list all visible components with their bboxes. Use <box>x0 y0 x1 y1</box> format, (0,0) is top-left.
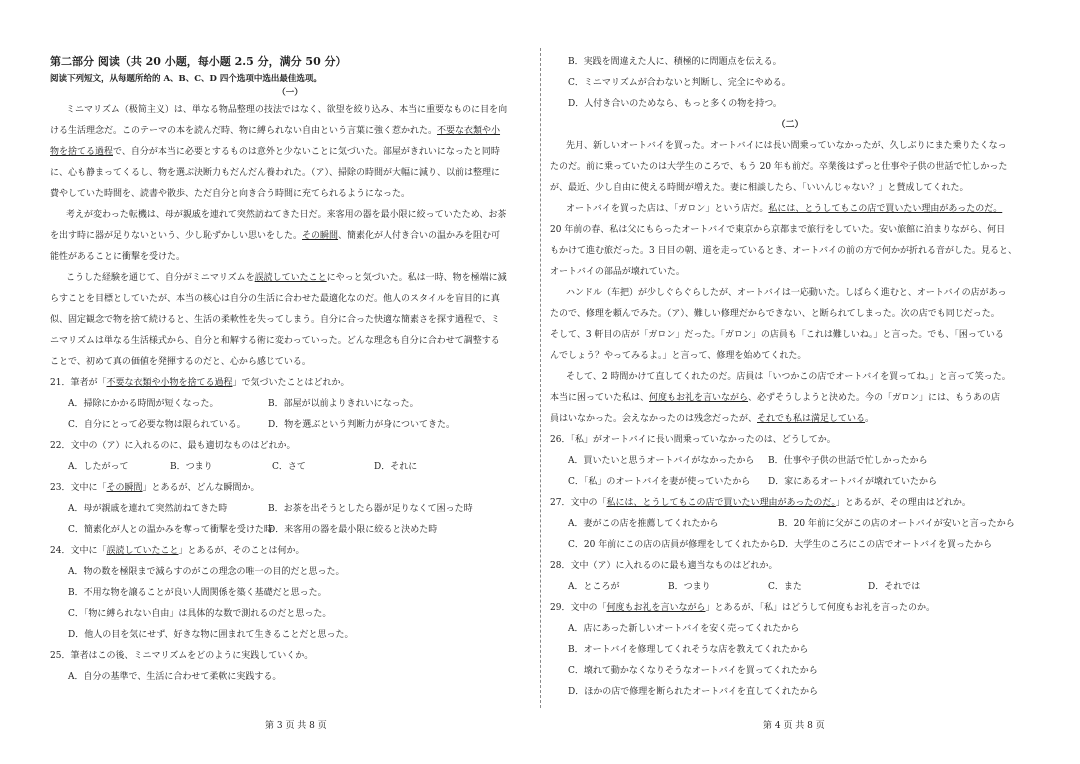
paragraph-line: んでしょう？やってみるよ。」と言って、修理を始めてくれた。 <box>550 351 807 361</box>
column-divider <box>540 48 541 708</box>
option-a[interactable]: A．物の数を極限まで減らすのがこの理念の唯一の目的だと思った。 <box>68 567 345 577</box>
option-d[interactable]: D．来客用の器を最小限に絞ると決めた時 <box>268 525 438 535</box>
option-d[interactable]: D．物を選ぶという判断力が身についてきた。 <box>268 420 456 430</box>
option-c[interactable]: C．「私」のオートバイを妻が使っていたから <box>568 477 751 487</box>
option-d[interactable]: D．家にあるオートバイが壊れていたから <box>768 477 938 487</box>
option-c[interactable]: C．さて <box>272 462 306 472</box>
question-25: 25．筆者はこの後、ミニマリズムをどのように実践していくか。 <box>50 651 314 661</box>
options-row <box>50 520 530 541</box>
option-c[interactable]: C．「物に縛られない自由」は具体的な数で測れるのだと思った。 <box>68 609 332 619</box>
option-c[interactable]: C．ミニマリズムが合わないと判断し、完全にやめる。 <box>568 78 791 88</box>
paragraph-line: ハンドル（车把）が少しぐらぐらしたが、オートバイは一応動いた。しばらく進むと、オートバイの店があっ <box>566 288 1007 298</box>
paragraph-line: ニマリズムは単なる生活様式から、自分と和解する術に変わっていった。どんな理念も自分に合わせて調整する <box>50 336 500 346</box>
option-a[interactable]: A．買いたいと思うオートバイがなかったから <box>568 456 755 466</box>
paragraph-line: 物を捨てる過程で、自分が本当に必要とするものは意外と少ないことに気づいた。部屋がきれいになったと同時 <box>50 147 500 157</box>
right-column <box>550 52 1030 703</box>
option-a[interactable]: A．母が親戚を連れて突然訪ねてきた時 <box>68 504 228 514</box>
page-number-right: 第 4 页 共 8 页 <box>763 721 825 731</box>
question-21: 21．筆者が「不要な衣類や小物を捨てる過程」で気づいたことはどれか。 <box>50 378 350 388</box>
passage-2-heading: （二） <box>776 120 804 130</box>
paragraph-line: こうした経験を通じて、自分がミニマリズムを誤読していたことにやっと気づいた。私は一時、物を極端に減 <box>66 273 507 283</box>
option-b[interactable]: B．仕事や子供の世話で忙しかったから <box>768 456 928 466</box>
paragraph-line: ミニマリズム（极简主义）は、単なる物品整理の技法ではなく、欲望を絞り込み、本当に重要なものに目を向 <box>66 105 508 115</box>
options-row <box>550 472 1030 493</box>
option-c[interactable]: C．また <box>768 582 802 592</box>
paragraph-line: そして、2 時間かけて直してくれたのだ。店員は「いつかこの店でオートバイを買ってね。」と言って笑った。 <box>566 372 1011 382</box>
paragraph-line: ける生活理念だ。このテーマの本を読んだ時、物に縛られない自由という言葉に強く惹かれた。不要な衣類や小 <box>50 126 501 136</box>
left-column <box>50 52 530 688</box>
question-22: 22．文中の（ア）に入れるのに、最も適切なものはどれか。 <box>50 441 296 451</box>
option-a[interactable]: A．ところが <box>568 582 620 592</box>
passage-1-heading: （一） <box>277 88 303 98</box>
option-b[interactable]: B．オートバイを修理してくれそうな店を教えてくれたから <box>568 645 809 655</box>
paragraph-line: ことで、初めて真の価値を発揮するのだと、心から感じている。 <box>50 357 311 367</box>
option-c[interactable]: C．自分にとって必要な物は限られている。 <box>68 420 246 430</box>
paragraph-line: 20 年前の春、私は父にもらったオートバイで東京から京都まで旅行をしていた。安い旅館に泊まりながら、何日 <box>550 225 1006 235</box>
option-d[interactable]: D．人付き合いのためなら、もっと多くの物を持つ。 <box>568 99 782 109</box>
paragraph-line: 考えが変わった転機は、母が親戚を連れて突然訪ねてきた日だ。来客用の器を最小限に絞っていたため、お茶 <box>66 210 507 220</box>
option-a[interactable]: A．自分の基準で、生活に合わせて柔軟に実践する。 <box>68 672 282 682</box>
question-23: 23．文中に「その瞬間」とあるが、どんな瞬間か。 <box>50 483 260 493</box>
option-a[interactable]: A．掃除にかかる時間が短くなった。 <box>68 399 219 409</box>
option-b[interactable]: B．実践を間違えた人に、積極的に問題点を伝える。 <box>568 57 782 67</box>
paragraph-line: に、心も静まってくるし、物を選ぶ決断力もだんだん養われた。（ア）、掃除の時間が大幅に減り、以前は整理に <box>50 168 501 178</box>
options-row <box>550 514 1030 535</box>
option-b[interactable]: B．つまり <box>170 462 213 472</box>
paragraph-line: 似、固定観念で物を捨て続けると、生活の柔軟性を失ってしまう。自分に合った快適な簡素さを探す過程で、ミ <box>50 315 500 325</box>
option-a[interactable]: A．店にあった新しいオートバイを安く売ってくれたから <box>568 624 800 634</box>
option-b[interactable]: B．つまり <box>668 582 711 592</box>
options-row <box>50 415 530 436</box>
options-row <box>50 499 530 520</box>
paragraph-line: 費やしていた時間を、読書や散歩、ただ自分と向き合う時間に充てられるようになった。 <box>50 189 411 199</box>
options-row <box>50 457 530 478</box>
paragraph-line: そして、3 軒目の店が「ガロン」だった。「ガロン」の店員も「これは難しいね。」と言った。でも、「困っている <box>550 330 1004 340</box>
option-c[interactable]: C．20 年前にこの店の店員が修理をしてくれたから <box>568 540 779 550</box>
options-row <box>550 535 1030 556</box>
question-29: 29．文中の「何度もお礼を言いながら」とあるが、「私」はどうして何度もお礼を言ったのか。 <box>550 603 935 613</box>
option-d[interactable]: D．大学生のころにこの店でオートバイを買ったから <box>778 540 993 550</box>
paragraph-line: 員はいなかった。会えなかったのは残念だったが、それでも私は満足している。 <box>550 414 875 424</box>
option-a[interactable]: A．したがって <box>68 462 129 472</box>
paragraph-line: を出す時に器が足りないという、少し恥ずかしい思いをした。その瞬間、簡素化が人付き合いの温かみを阻む可 <box>50 231 501 241</box>
question-28: 28．文中（ア）に入れるのに最も適当なものはどれか。 <box>550 561 778 571</box>
option-c[interactable]: C．簡素化が人との温かみを奪って衝撃を受けた時 <box>68 525 273 535</box>
option-b[interactable]: B．部屋が以前よりきれいになった。 <box>268 399 419 409</box>
options-row <box>550 577 1030 598</box>
option-d[interactable]: D．ほかの店で修理を断られたオートバイを直してくれたから <box>568 687 819 697</box>
option-c[interactable]: C．壊れて動かなくなりそうなオートバイを買ってくれたから <box>568 666 818 676</box>
option-b[interactable]: B．不用な物を譲ることが良い人間関係を築く基礎だと思った。 <box>68 588 327 598</box>
option-d[interactable]: D．それでは <box>868 582 921 592</box>
option-d[interactable]: D．他人の目を気にせず、好きな物に囲まれて生きることだと思った。 <box>68 630 354 640</box>
paragraph-line: もかけて進む旅だった。3 日目の朝、道を走っているとき、オートバイの前の方で何かが折れる音がした。見ると、 <box>550 246 1018 256</box>
paragraph-line: たので、修理を頼んでみた。（ア）、難しい修理だからできない、と断られてしまった。次の店でも同じだった。 <box>550 309 1000 319</box>
paragraph-line: 先月、新しいオートバイを買った。オートバイには長い間乗っていなかったが、久しぶりにまた乗りたくなっ <box>566 141 1007 151</box>
paragraph-line: が、最近、少し自由に使える時間が増えた。妻に相談したら、「いいんじゃない？」と賛成してくれた。 <box>550 183 969 193</box>
option-a[interactable]: A．妻がこの店を推薦してくれたから <box>568 519 719 529</box>
question-24: 24．文中に「誤読していたこと」とあるが、そのことは何か。 <box>50 546 305 556</box>
question-27: 27．文中の「私には、とうしてもこの店で買いたい理由があったのだ。」とあるが、その理由はどれか。 <box>550 498 971 508</box>
paragraph-line: らすことを目標としていたが、本当の核心は自分の生活に合わせた最適化なのだ。他人のスタイルを盲目的に真 <box>50 294 500 304</box>
option-d[interactable]: D．それに <box>374 462 418 472</box>
paragraph-line: 本当に困っていた私は、何度もお礼を言いながら、必ずそうしようと決めた。今の「ガロン」には、もうあの店 <box>550 393 1001 403</box>
paragraph-line: オートバイの部品が壊れていた。 <box>550 267 685 277</box>
option-b[interactable]: B．お茶を出そうとしたら器が足りなくて困った時 <box>268 504 473 514</box>
paragraph-line: 能性があることに衝撃を受けた。 <box>50 252 186 262</box>
paragraph-line: オートバイを買った店は、「ガロン」という店だ。私には、とうしてもこの店で買いたい理由があったのだ。 <box>566 204 1003 214</box>
instructions: 阅读下列短文，从每题所给的 A、B、C、D 四个选项中选出最佳选项。 <box>50 74 322 84</box>
option-b[interactable]: B．20 年前に父がこの店のオートバイが安いと言ったから <box>778 519 1015 529</box>
paragraph-line: たのだ。前に乗っていたのは大学生のころで、もう 20 年も前だ。卒業後はずっと仕事や子供の世話で忙しかった <box>550 162 1008 172</box>
section-title: 第二部分 阅读（共 20 小题，每小题 2.5 分，满分 50 分） <box>50 55 347 68</box>
page-number-left: 第 3 页 共 8 页 <box>265 721 327 731</box>
options-row <box>550 451 1030 472</box>
question-26: 26．「私」がオートバイに長い間乗っていなかったのは、どうしてか。 <box>550 435 836 445</box>
options-row <box>50 394 530 415</box>
